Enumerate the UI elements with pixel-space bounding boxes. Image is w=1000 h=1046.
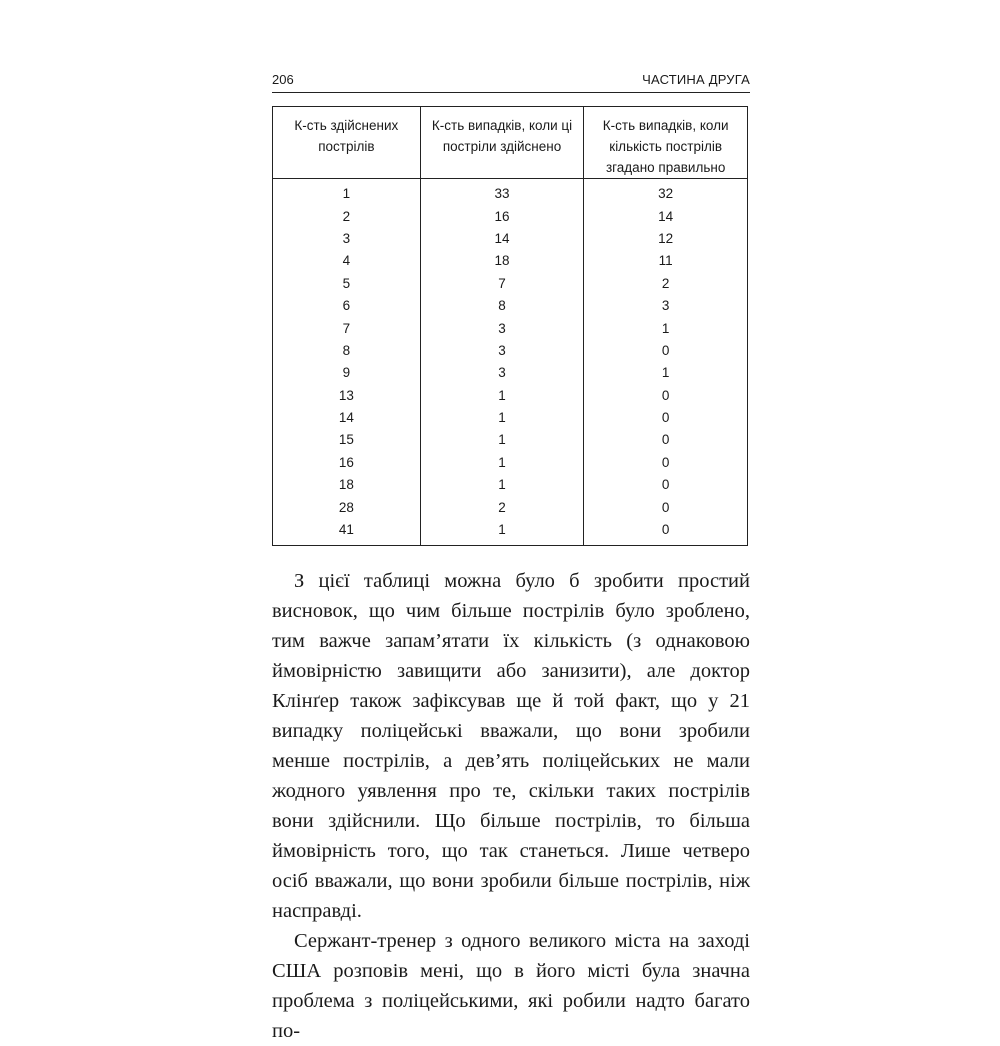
table-cell: 0	[584, 496, 748, 518]
table-row	[273, 407, 748, 429]
table-header-row	[273, 107, 748, 179]
table-cell: 2	[273, 205, 421, 227]
table-cell: 0	[584, 474, 748, 496]
table-row	[273, 179, 748, 206]
table-cell: 1	[420, 452, 584, 474]
table-row	[273, 496, 748, 518]
table-cell: 2	[584, 273, 748, 295]
table-row	[273, 273, 748, 295]
table-cell: 32	[584, 179, 748, 206]
column-header-shots-fired: К-сть здійснених пострілів	[273, 107, 421, 179]
column-header-cases: К-сть випадків, коли ці постріли здійснено	[420, 107, 584, 179]
page-number: 206	[272, 72, 294, 87]
table-cell: 8	[420, 295, 584, 317]
table-cell: 14	[584, 205, 748, 227]
table-cell: 1	[584, 317, 748, 339]
table-cell: 1	[273, 179, 421, 206]
table-cell: 16	[420, 205, 584, 227]
table-cell: 2	[420, 496, 584, 518]
table-cell: 0	[584, 519, 748, 546]
paragraph-2: Сержант-тренер з одного великого міста на заході США розповів мені, що в його місті була значна проблема з поліцейськими, які робили надто багато по-	[272, 930, 750, 1042]
paragraph-1: З цієї таблиці можна було б зробити простий висновок, що чим більше пострілів було зроблено, тим важче запам’ятати їх кількість (з однаковою ймовірністю завищити або занизити), але доктор Клінґер також зафіксував ще й той факт, що у 21 випадку поліцейські вважали, що вони зробили менше пострілів, а дев’ять поліцейських не мали жодного уявлення про те, скільки таких пострілів вони здійснили. Що більше пострілів, то більша ймовірність того, що так станеться. Лише четверо осіб вважали, що вони зробили більше пострілів, ніж насправді.	[272, 570, 750, 922]
table-cell: 41	[273, 519, 421, 546]
table-cell: 5	[273, 273, 421, 295]
table-cell: 0	[584, 407, 748, 429]
table-cell: 15	[273, 429, 421, 451]
body-text	[272, 566, 750, 1046]
table-cell: 3	[420, 340, 584, 362]
section-title: ЧАСТИНА ДРУГА	[642, 72, 750, 87]
table-cell: 1	[420, 474, 584, 496]
table-row	[273, 317, 748, 339]
table-row	[273, 228, 748, 250]
table-cell: 7	[273, 317, 421, 339]
table-cell: 1	[420, 519, 584, 546]
table-row	[273, 519, 748, 546]
table-cell: 0	[584, 340, 748, 362]
table-row	[273, 340, 748, 362]
table-cell: 14	[420, 228, 584, 250]
table-cell: 11	[584, 250, 748, 272]
table-body	[273, 179, 748, 546]
table-cell: 1	[584, 362, 748, 384]
table-cell: 3	[420, 317, 584, 339]
table-cell: 8	[273, 340, 421, 362]
table-cell: 18	[420, 250, 584, 272]
table-cell: 28	[273, 496, 421, 518]
table-cell: 3	[273, 228, 421, 250]
table-cell: 1	[420, 429, 584, 451]
table-cell: 4	[273, 250, 421, 272]
table-row	[273, 362, 748, 384]
table-cell: 3	[584, 295, 748, 317]
running-head	[272, 66, 750, 93]
table-cell: 1	[420, 385, 584, 407]
table-cell: 7	[420, 273, 584, 295]
table-cell: 0	[584, 429, 748, 451]
table-cell: 12	[584, 228, 748, 250]
table-cell: 14	[273, 407, 421, 429]
table-cell: 6	[273, 295, 421, 317]
table-row	[273, 295, 748, 317]
table-row	[273, 429, 748, 451]
table-cell: 16	[273, 452, 421, 474]
table-row	[273, 250, 748, 272]
table-cell: 13	[273, 385, 421, 407]
table-cell: 1	[420, 407, 584, 429]
table-row	[273, 474, 748, 496]
table-row	[273, 385, 748, 407]
table-row	[273, 452, 748, 474]
table-cell: 18	[273, 474, 421, 496]
table-cell: 33	[420, 179, 584, 206]
table-cell: 3	[420, 362, 584, 384]
table-row	[273, 205, 748, 227]
table-cell: 0	[584, 452, 748, 474]
column-header-recalled-correctly: К-сть випадків, коли кількість пострілів згадано правильно	[584, 107, 748, 179]
table-cell: 0	[584, 385, 748, 407]
shots-table	[272, 106, 748, 546]
table-cell: 9	[273, 362, 421, 384]
